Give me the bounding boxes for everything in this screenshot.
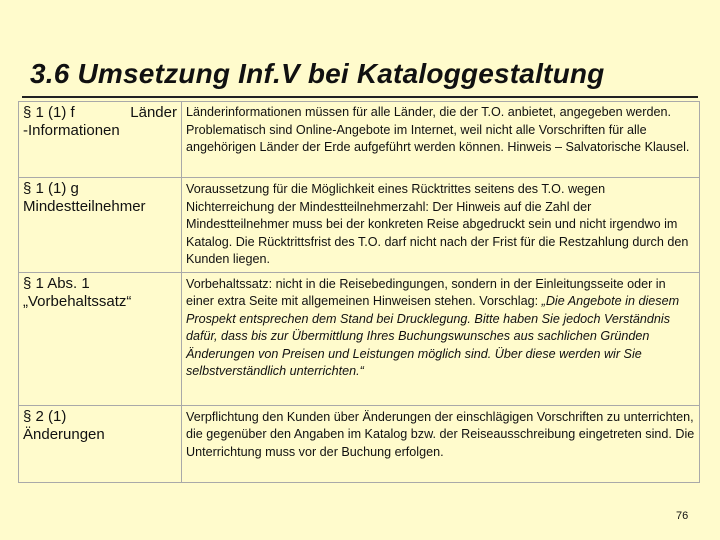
row-label-paragraph: § 1 (1) g: [23, 180, 79, 197]
slide-title: 3.6 Umsetzung Inf.V bei Kataloggestaltung: [30, 58, 605, 89]
row-text: Voraussetzung für die Möglichkeit eines Rücktrittes seitens des T.O. wegen Nichterreichung der Mindestteilnehmerzahl: Der Hinweis auf die Zahl der Mindestteilnehmer muss bei der konkreten Reise abgedruckt sein und nicht irgendwo im Katalog. Die Rücktrittsfrist des T.O. darf nicht nach der Frist für die Restzahlung durch den Kunden liegen.: [186, 182, 689, 266]
row-text-cell: [182, 178, 700, 273]
table-row: [19, 178, 700, 273]
title-underline: [22, 96, 698, 98]
row-text-quote: „Die Angebote in diesem Prospekt entsprechen dem Stand bei Drucklegung. Bitte haben Sie jedoch Verständnis dafür, dass bis zur Übermittlung Ihres Buchungswunsches aus sachlichen Gründen Änderungen von Preisen und Leistungen möglich sind. Über diese werden wir Sie selbstverständlich unterrichten.“: [186, 294, 680, 378]
row-text-cell: [182, 272, 700, 405]
table-row: [19, 272, 700, 405]
page-number: 76: [676, 510, 689, 522]
row-label-cell: [19, 102, 182, 178]
table-row: [19, 405, 700, 482]
row-label-topic-continued: -Informationen: [23, 122, 120, 139]
row-label-paragraph: § 1 Abs. 1: [23, 274, 90, 292]
row-label-cell: [19, 272, 182, 405]
row-label-paragraph: § 1 (1) f: [23, 104, 75, 121]
row-label-topic: Länder: [130, 104, 177, 121]
table-row: [19, 102, 700, 178]
row-text-cell: [182, 102, 700, 178]
row-label-topic: Änderungen: [23, 425, 105, 443]
row-text: Verpflichtung den Kunden über Änderungen der einschlägigen Vorschriften zu unterrichten, die gegenüber den Angaben im Katalog bzw. der Reiseausschreibung eingetreten sind. Die Unterrichtung muss vor der Buchung erfolgen.: [186, 409, 695, 459]
row-label-topic: „Vorbehaltssatz“: [23, 292, 132, 310]
row-label-cell: [19, 178, 182, 273]
row-text: Vorbehaltssatz: nicht in die Reisebedingungen, sondern in der Einleitungsseite oder in einer extra Seite mit allgemeinen Hinweisen stehen. Vorschlag:: [186, 276, 666, 308]
row-text-cell: [182, 405, 700, 482]
content-table: [18, 101, 700, 483]
row-text: Länderinformationen müssen für alle Länder, die der T.O. anbietet, angegeben werden. Problematisch sind Online-Angebote im Internet, weil nicht alle Vorschriften für alle angehörigen Länder der Erde aufgeführt werden können. Hinweis – Salvatorische Klausel.: [186, 105, 690, 154]
row-label-line: [23, 104, 177, 122]
row-label-cell: [19, 405, 182, 482]
row-label-paragraph: § 2 (1): [23, 407, 67, 425]
row-label-topic: Mindestteilnehmer: [23, 198, 146, 215]
